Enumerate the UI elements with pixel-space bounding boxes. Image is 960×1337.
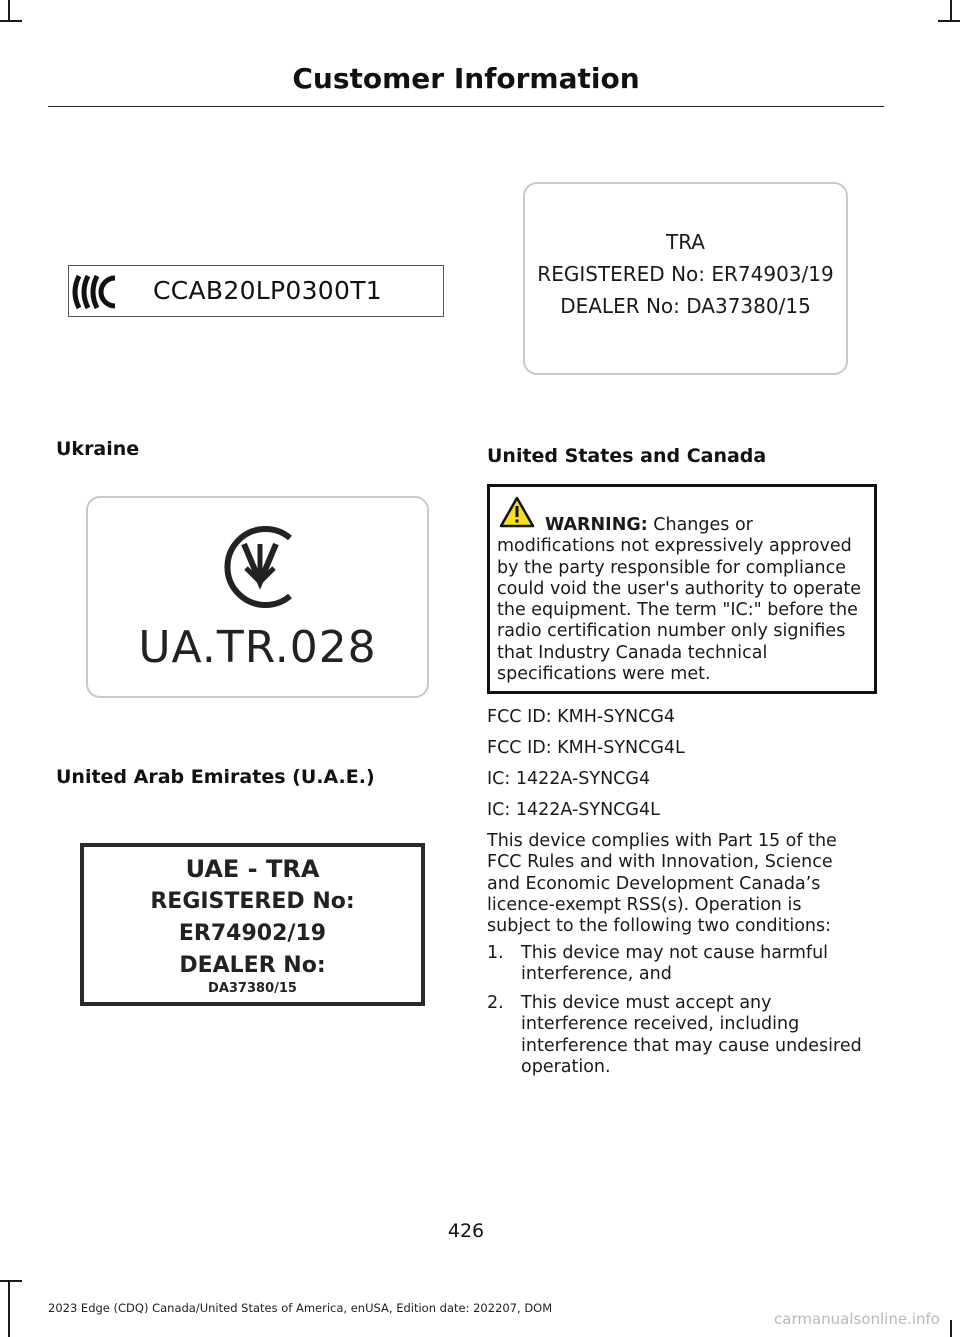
warning-text: by the party responsible for compliance xyxy=(497,557,847,578)
compliance-line: This device complies with Part 15 of the xyxy=(487,831,837,851)
crop-mark xyxy=(0,20,22,22)
edition-footer: 2023 Edge (CDQ) Canada/United States of America, enUSA, Edition date: 202207, DOM xyxy=(48,1301,553,1315)
uae-registered-number: ER74902/19 xyxy=(178,921,327,946)
condition-number: 1. xyxy=(487,943,504,963)
us-canada-heading: United States and Canada xyxy=(487,445,767,467)
ukraine-label xyxy=(86,496,429,698)
ic-id-1: IC: 1422A-SYNCG4 xyxy=(487,769,651,789)
uae-label xyxy=(80,843,425,1006)
watermark: carmanualsonline.info xyxy=(774,1310,940,1328)
warning-label: WARNING: xyxy=(545,515,648,535)
compliance-line: subject to the following two conditions: xyxy=(487,916,832,937)
uae-heading: United Arab Emirates (U.A.E.) xyxy=(56,766,375,788)
tra-dealer: DEALER No: DA37380/15 xyxy=(560,294,811,318)
warning-text: radio certification number only signifies xyxy=(497,621,846,642)
compliance-line: and Economic Development Canada’s xyxy=(487,873,821,894)
page-number: 426 xyxy=(447,1220,485,1242)
header-divider xyxy=(48,106,884,107)
condition-line: interference that may cause undesired xyxy=(521,1035,862,1056)
compliance-line: licence-exempt RSS(s). Operation is xyxy=(487,894,802,915)
ukraine-code: UA.TR.028 xyxy=(138,622,377,673)
page-title: Customer Information xyxy=(292,62,640,95)
crop-mark xyxy=(8,0,10,22)
ukraine-heading: Ukraine xyxy=(56,438,140,460)
crop-mark xyxy=(950,1320,952,1337)
condition-line: interference, and xyxy=(521,964,672,985)
warning-text: Changes or xyxy=(647,515,753,535)
uae-title: UAE - TRA xyxy=(185,855,320,883)
tra-registered: REGISTERED No: ER74903/19 xyxy=(537,262,834,286)
condition-line: interference received, including xyxy=(521,1014,800,1035)
crop-mark xyxy=(0,1280,22,1282)
ukraine-conformity-icon xyxy=(206,524,306,610)
warning-first-line xyxy=(497,515,868,536)
uae-dealer: DEALER No: xyxy=(179,953,326,978)
ised-code: CCAB20LP0300T1 xyxy=(153,276,382,305)
crop-mark xyxy=(938,20,960,22)
warning-text: that Industry Canada technical xyxy=(497,642,768,663)
ic-id-2: IC: 1422A-SYNCG4L xyxy=(487,800,660,820)
warning-triangle-icon xyxy=(499,496,535,528)
warning-text: specifications were met. xyxy=(497,664,711,685)
uae-registered: REGISTERED No: xyxy=(150,889,355,914)
warning-text: modifications not expressively approved xyxy=(497,536,852,557)
compliance-line: FCC Rules and with Innovation, Science xyxy=(487,852,833,873)
crop-mark xyxy=(8,1280,10,1337)
crop-mark xyxy=(950,0,952,22)
ised-certification-label xyxy=(68,265,444,317)
condition-line: This device must accept any xyxy=(521,993,772,1013)
tra-title: TRA xyxy=(666,230,705,254)
condition-number: 2. xyxy=(487,993,504,1013)
ised-logo-icon xyxy=(71,272,127,312)
uae-dealer-number: DA37380/15 xyxy=(208,981,297,996)
tra-label xyxy=(523,182,848,375)
fcc-id-1: FCC ID: KMH-SYNCG4 xyxy=(487,707,676,727)
warning-box xyxy=(487,484,877,694)
condition-line: operation. xyxy=(521,1056,611,1077)
compliance-paragraph xyxy=(487,831,881,937)
fcc-id-2: FCC ID: KMH-SYNCG4L xyxy=(487,738,685,758)
warning-text: could void the user's authority to operate xyxy=(497,578,862,599)
warning-text: the equipment. The term "IC:" before the xyxy=(497,600,858,621)
condition-line: This device may not cause harmful xyxy=(521,943,829,963)
